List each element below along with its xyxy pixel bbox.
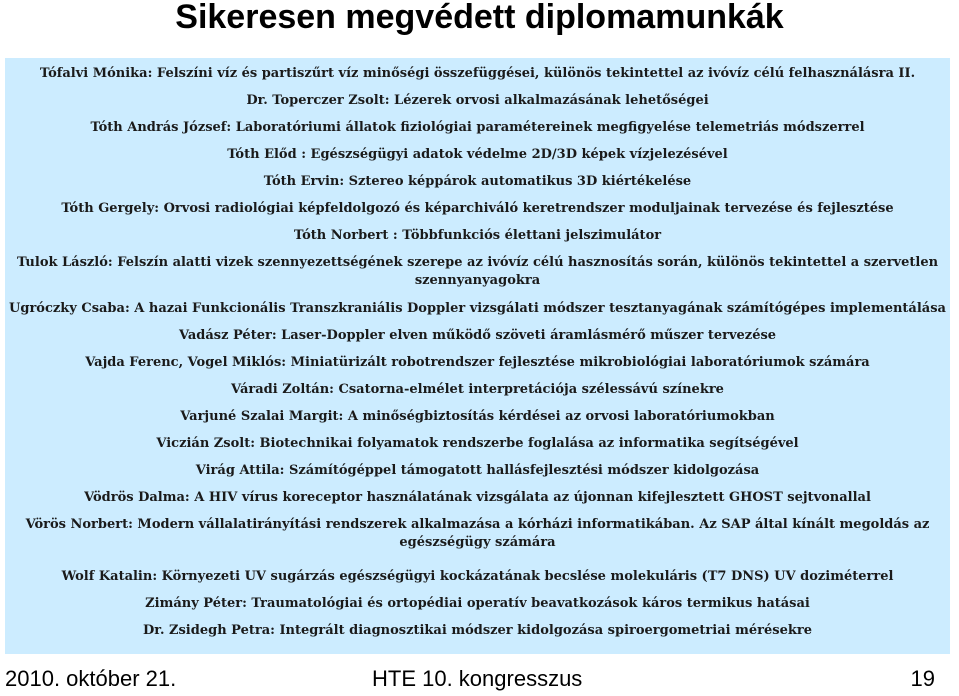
thesis-entry: Vajda Ferenc, Vogel Miklós: Miniatürizált robotrendszer fejlesztése mikrobiológiai laboratóriumok számára <box>85 355 870 370</box>
thesis-entry: Wolf Katalin: Környezeti UV sugárzás egészségügyi kockázatának becslése molekuláris (T7 DNS) UV doziméterrel <box>61 569 894 584</box>
footer-date: 2010. október 21. <box>5 666 177 691</box>
thesis-entry: Dr. Zsidegh Petra: Integrált diagnosztikai módszer kidolgozása spiroergometriai mérésekre <box>143 623 812 638</box>
thesis-entry-continuation: egészségügy számára <box>399 535 556 550</box>
thesis-entry: Dr. Toperczer Zsolt: Lézerek orvosi alkalmazásának lehetőségei <box>246 93 709 108</box>
thesis-entry: Tóth Előd : Egészségügyi adatok védelme 2D/3D képek vízjelezésével <box>227 147 728 162</box>
thesis-entry: Tófalvi Mónika: Felszíni víz és partiszűrt víz minőségi összefüggései, különös tekintettel az ivóvíz célú felhasználásra II. <box>39 66 916 81</box>
thesis-entry: Ugróczky Csaba: A hazai Funkcionális Transzkraniális Doppler vizsgálati módszer tesztanyagának számítógépes implementálása <box>9 301 946 316</box>
footer-conference: HTE 10. kongresszus <box>372 666 583 691</box>
thesis-entry-continuation: szennyanyagokra <box>414 273 541 288</box>
thesis-entry: Vödrös Dalma: A HIV vírus koreceptor használatának vizsgálata az újonnan kifejlesztett GHOST sejtvonallal <box>84 490 871 505</box>
thesis-entry: Virág Attila: Számítógéppel támogatott hallásfejlesztési módszer kidolgozása <box>195 463 760 478</box>
thesis-entry: Viczián Zsolt: Biotechnikai folyamatok rendszerbe foglalása az informatika segítségével <box>156 436 799 451</box>
thesis-entry: Vörös Norbert: Modern vállalatirányítási rendszerek alkalmazása a kórházi informatikában. Az SAP által kínált megoldás az <box>25 517 930 532</box>
thesis-entry: Tulok László: Felszín alatti vizek szennyezettségének szerepe az ivóvíz célú hasznosítás során, különös tekintettel a szervetlen <box>16 255 939 270</box>
footer-page-number: 19 <box>910 666 935 691</box>
theses-panel <box>5 58 950 654</box>
thesis-entry: Tóth András József: Laboratóriumi állatok fiziológiai paramétereinek megfigyelése telemetriás módszerrel <box>90 120 865 135</box>
thesis-entry: Varjuné Szalai Margit: A minőségbiztosítás kérdései az orvosi laboratóriumokban <box>180 409 775 424</box>
slide-footer <box>0 664 959 696</box>
thesis-entry: Tóth Norbert : Többfunkciós élettani jelszimulátor <box>293 228 662 243</box>
page-title: Sikeresen megvédett diplomamunkák <box>175 0 784 36</box>
thesis-entry: Váradi Zoltán: Csatorna-elmélet interpretációja szélessávú színekre <box>231 382 724 397</box>
thesis-entry: Tóth Ervin: Sztereo képpárok automatikus 3D kiértékelése <box>263 174 692 189</box>
thesis-entry: Tóth Gergely: Orvosi radiológiai képfeldolgozó és képarchiváló keretrendszer moduljainak tervezése és fejlesztése <box>61 201 894 216</box>
thesis-entry: Zimány Péter: Traumatológiai és ortopédiai operatív beavatkozások káros termikus hatásai <box>145 596 810 611</box>
thesis-entry: Vadász Péter: Laser-Doppler elven működő szöveti áramlásmérő műszer tervezése <box>178 328 777 343</box>
